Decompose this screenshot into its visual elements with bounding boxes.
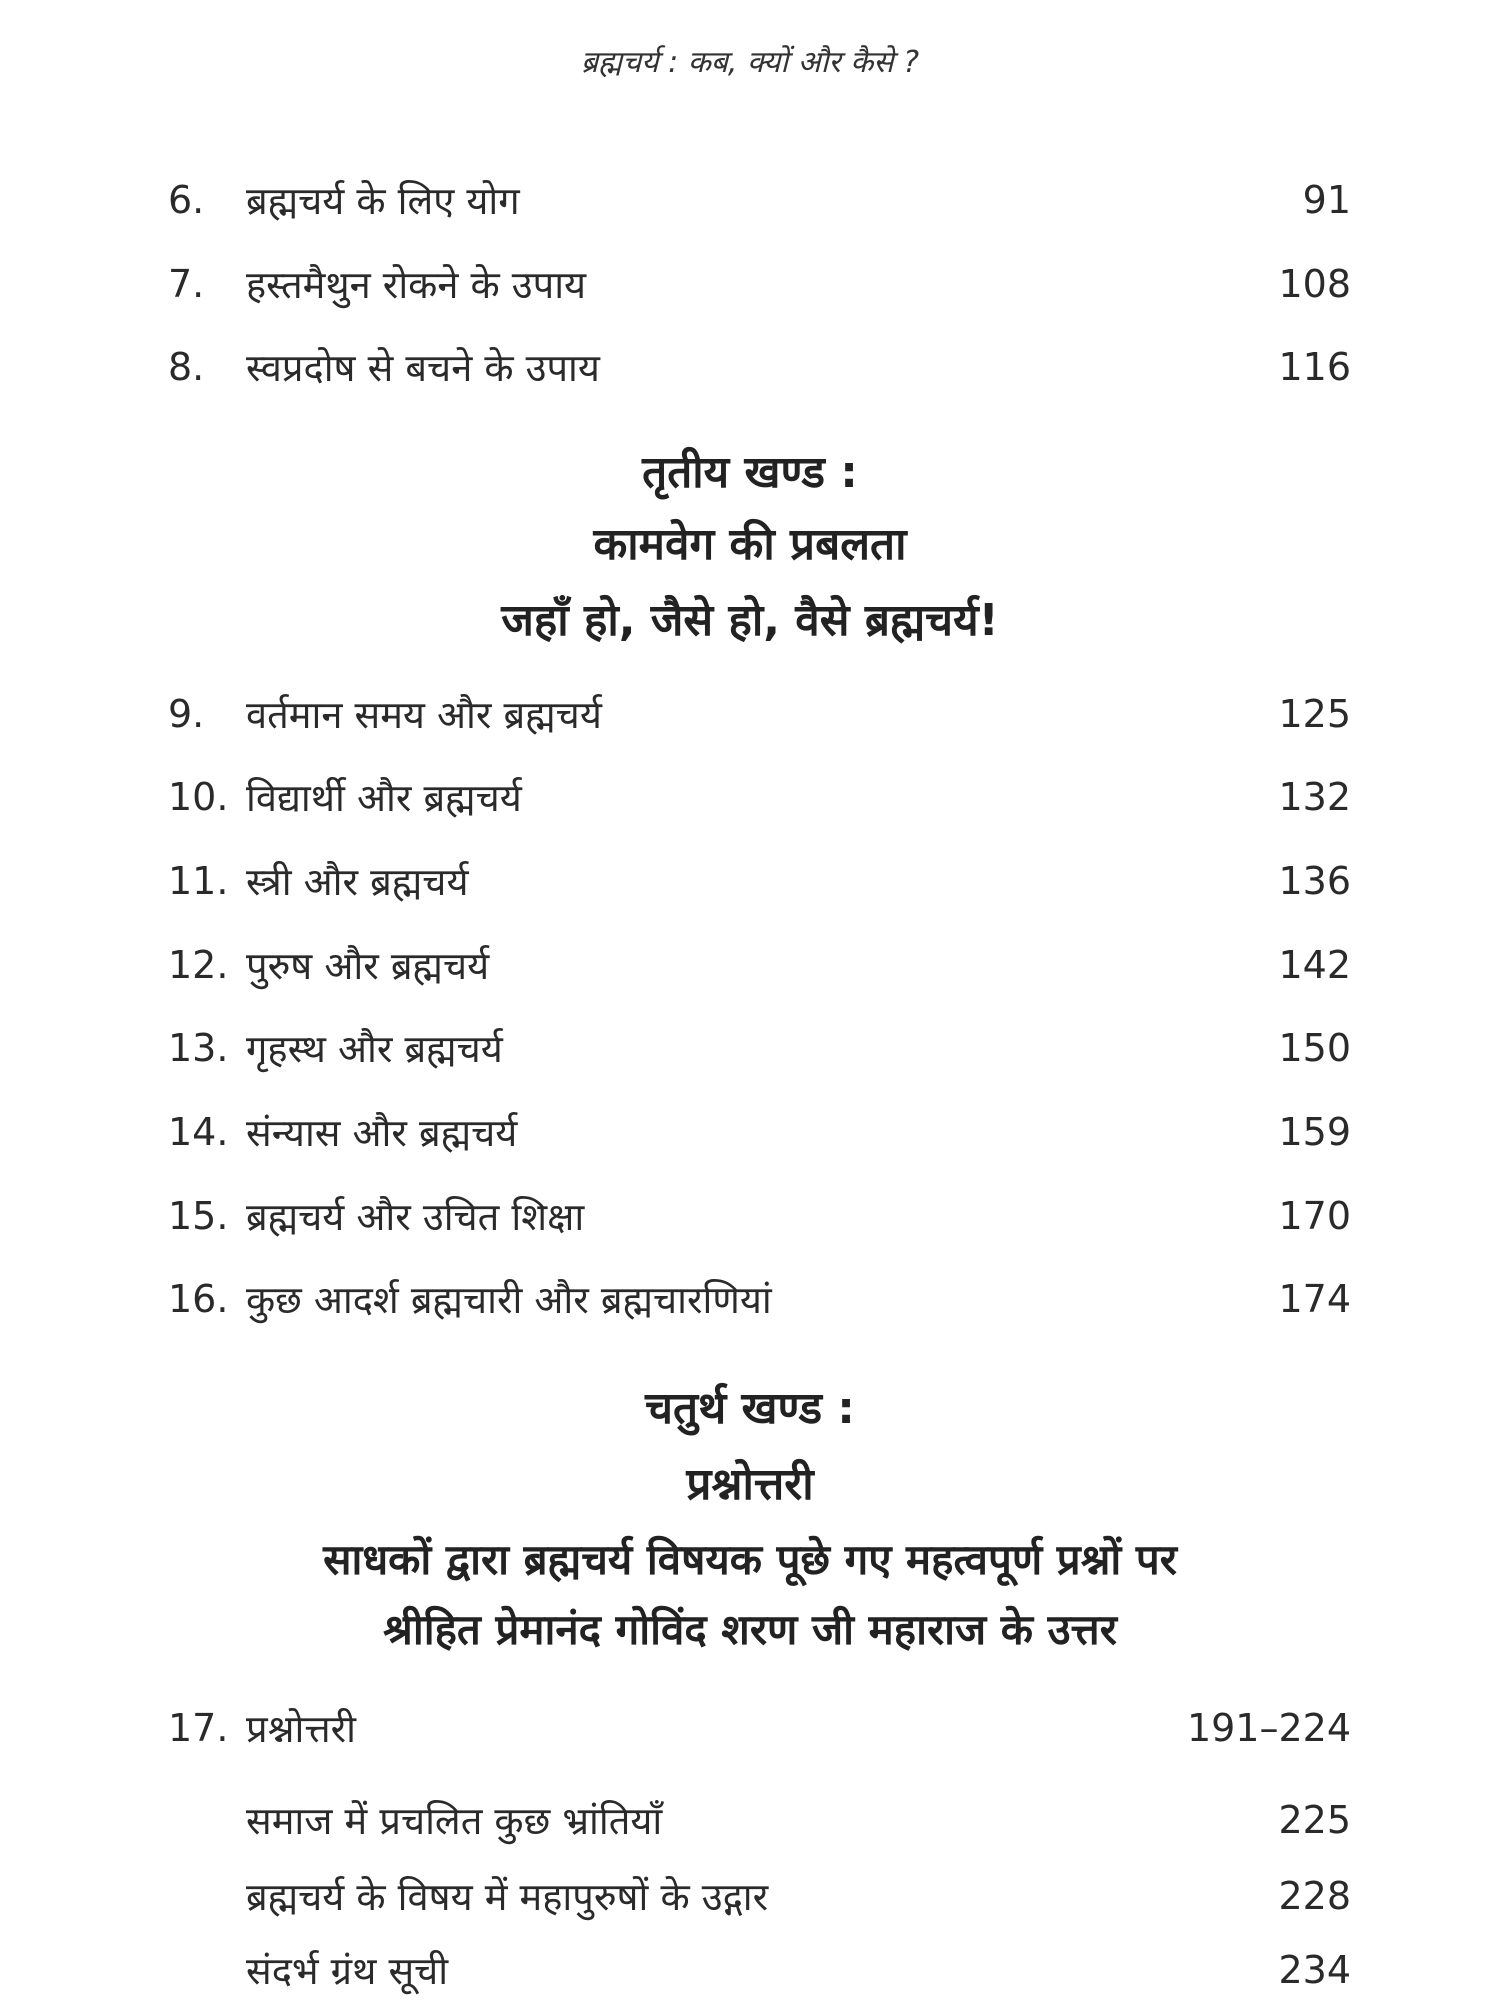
entry-title: पुरुष और ब्रह्मचर्य [246,944,490,988]
toc-entry [246,1866,1351,1926]
entry-number: 8. [168,345,205,389]
toc-entry [168,1186,1351,1246]
toc-entry [168,337,1351,397]
entry-number: 15. [168,1194,229,1238]
entry-number: 11. [168,859,229,903]
section-title: प्रश्नोत्तरी [686,1459,814,1510]
entry-number: 7. [168,262,205,306]
entry-number: 12. [168,943,229,987]
entry-number: 10. [168,775,229,819]
entry-page: 132 [1278,775,1351,819]
toc-entry [168,684,1351,744]
entry-title: ब्रह्मचर्य के विषय में महापुरुषों के उद्गार [246,1875,769,1919]
entry-page: 191–224 [1186,1706,1351,1750]
entry-page: 234 [1278,1948,1351,1992]
entry-number: 9. [168,692,205,736]
entry-page: 142 [1278,943,1351,987]
entry-page: 150 [1278,1026,1351,1070]
section-subtitle: जहाँ हो, जैसे हो, वैसे ब्रह्मचर्य! [501,595,999,646]
entry-title: ब्रह्मचर्य और उचित शिक्षा [246,1195,585,1239]
toc-entry [246,1940,1351,2000]
section-label: तृतीय खण्ड : [642,447,858,498]
entry-page: 108 [1278,262,1351,306]
entry-number: 14. [168,1110,229,1154]
entry-number: 16. [168,1277,229,1321]
toc-entry [168,851,1351,911]
toc-entry [246,1790,1351,1850]
toc-entry [168,1269,1351,1329]
section-subtitle: श्रीहित प्रेमानंद गोविंद शरण जी महाराज के उत्तर [383,1605,1117,1654]
entry-title: हस्तमैथुन रोकने के उपाय [246,263,587,307]
entry-number: 17. [168,1706,229,1750]
entry-title: गृहस्थ और ब्रह्मचर्य [246,1027,503,1071]
entry-number: 13. [168,1026,229,1070]
toc-entry [168,1102,1351,1162]
entry-page: 136 [1278,859,1351,903]
entry-page: 225 [1278,1798,1351,1842]
entry-title: ब्रह्मचर्य के लिए योग [246,179,520,223]
entry-title: संन्यास और ब्रह्मचर्य [246,1111,518,1155]
entry-title: स्वप्रदोष से बचने के उपाय [246,346,600,390]
toc-entry [168,935,1351,995]
section-title: कामवेग की प्रबलता [593,519,907,570]
toc-entry [168,170,1351,230]
toc-entry [168,1698,1351,1758]
entry-page: 116 [1278,345,1351,389]
entry-title: कुछ आदर्श ब्रह्मचारी और ब्रह्मचारणियां [246,1278,772,1322]
running-head: ब्रह्मचर्य : कब, क्यों और कैसे ? [580,45,920,80]
section-subtitle: साधकों द्वारा ब्रह्मचर्य विषयक पूछे गए महत्वपूर्ण प्रश्नों पर [323,1535,1177,1584]
entry-number: 6. [168,178,205,222]
entry-title: संदर्भ ग्रंथ सूची [246,1949,449,1993]
entry-title: विद्यार्थी और ब्रह्मचर्य [246,776,522,820]
entry-page: 228 [1278,1874,1351,1918]
entry-page: 170 [1278,1194,1351,1238]
toc-entry [168,767,1351,827]
entry-title: वर्तमान समय और ब्रह्मचर्य [246,693,602,737]
entry-title: प्रश्नोत्तरी [246,1707,356,1751]
entry-title: स्त्री और ब्रह्मचर्य [246,860,469,904]
entry-page: 174 [1278,1277,1351,1321]
section-label: चतुर्थ खण्ड : [645,1383,855,1434]
entry-page: 159 [1278,1110,1351,1154]
entry-page: 91 [1302,178,1351,222]
entry-page: 125 [1278,692,1351,736]
entry-title: समाज में प्रचलित कुछ भ्रांतियाँ [246,1799,663,1843]
toc-entry [168,1018,1351,1078]
toc-entry [168,254,1351,314]
